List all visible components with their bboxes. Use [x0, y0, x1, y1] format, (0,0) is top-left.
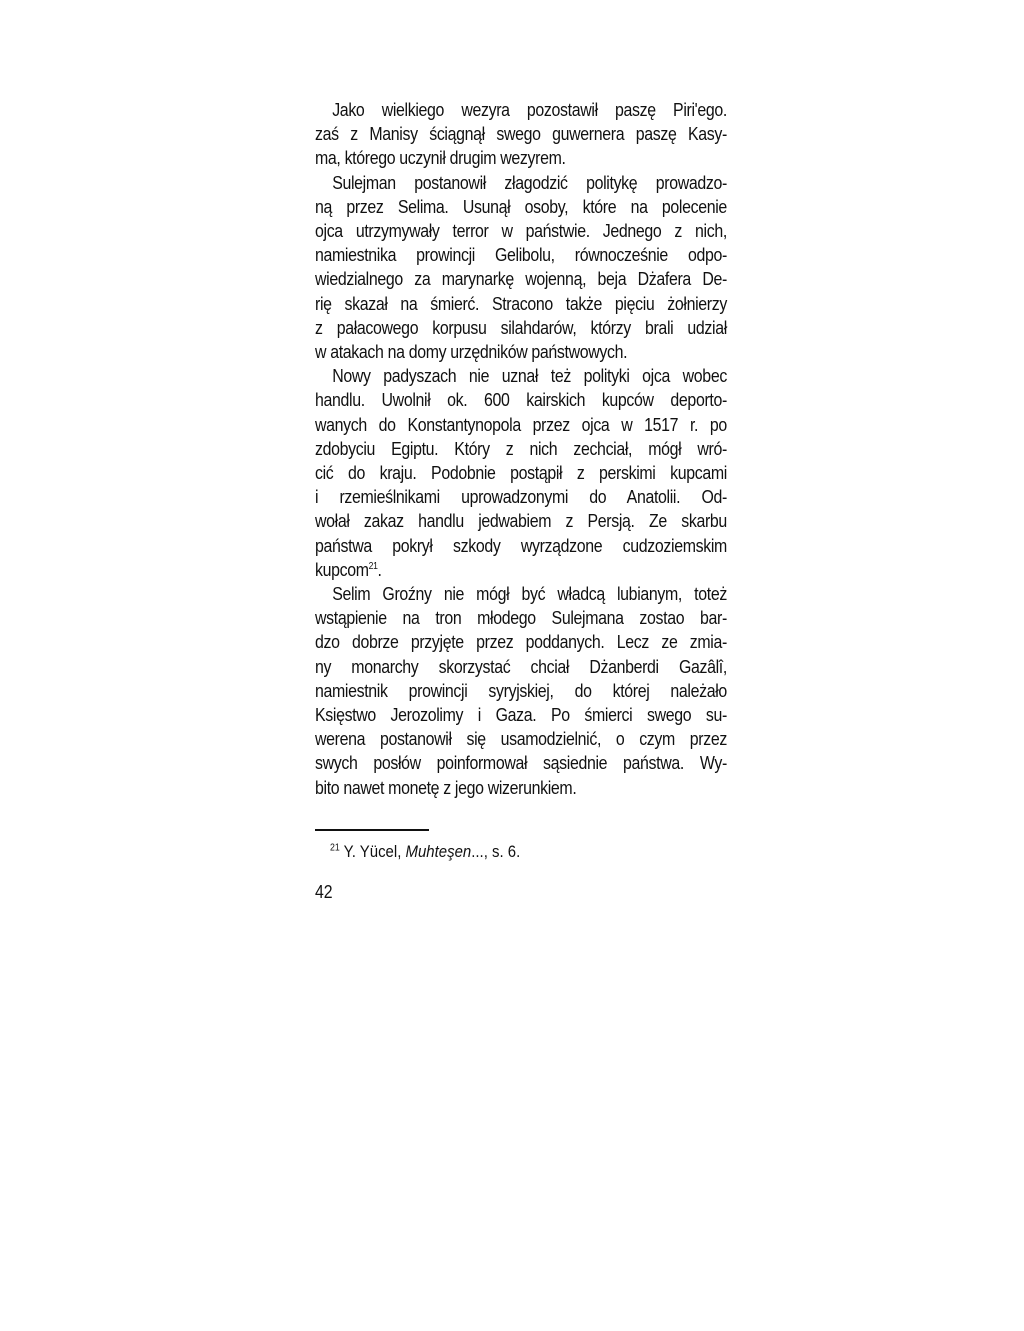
text-line: Sulejman postanowił złagodzić politykę prowadzo- — [332, 171, 727, 193]
footnote-divider — [315, 829, 429, 831]
text-line: cić do kraju. Podobnie postąpił z perskimi kupcami — [315, 462, 727, 484]
text-line: zaś z Manisy ściągnął swego guwernera paszę Kasy- — [315, 123, 727, 145]
footnote-author: Y. Yücel, — [339, 842, 406, 861]
text-line: wołał zakaz handlu jedwabiem z Persją. Ze skarbu — [315, 510, 727, 532]
text-line: ny monarchy skorzystać chciał Dżanberdi Gazâlî, — [315, 655, 727, 677]
text-line: Jako wielkiego wezyra pozostawił paszę Piri'ego. — [332, 99, 727, 120]
footnote-title: Muhteşen — [405, 842, 472, 861]
footnote-reference-tail: . — [377, 558, 382, 580]
text-line: ną przez Selima. Usunął osoby, które na polecenie — [315, 195, 727, 217]
text-line: Księstwo Jerozolimy i Gaza. Po śmierci swego su- — [315, 704, 727, 726]
text-line: wiedzialnego za marynarkę wojenną, beja Dżafera De- — [315, 268, 727, 290]
text-line: namiestnik prowincji syryjskiej, do której należało — [315, 679, 727, 701]
text-line: kupcom — [315, 558, 369, 580]
text-line: bito nawet monetę z jego wizerunkiem. — [315, 776, 577, 798]
text-line: rię skazał na śmierć. Stracono także pięciu żołnierzy — [315, 292, 727, 314]
text-line: państwa pokrył szkody wyrządzone cudzoziemskim — [315, 534, 727, 556]
text-line: i rzemieślnikami uprowadzonymi do Anatolii. Od- — [315, 486, 727, 508]
main-text — [315, 98, 727, 800]
footnote-reference: 21 — [368, 560, 378, 572]
text-line: dzo dobrze przyjęte przez poddanych. Lecz ze zmia- — [315, 631, 727, 653]
text-line: wanych do Konstantynopola przez ojca w 1517 r. po — [315, 413, 727, 435]
text-line: ojca utrzymywały terror w państwie. Jednego z nich, — [315, 220, 727, 242]
text-line: z pałacowego korpusu silahdarów, którzy brali udział — [315, 316, 727, 338]
footnote — [330, 841, 520, 863]
text-line-with-footnote — [315, 558, 727, 582]
text-line: namiestnika prowincji Gelibolu, równocześnie odpo- — [315, 244, 727, 266]
text-line: werena postanowił się usamodzielnić, o czym przez — [315, 728, 727, 750]
text-line: swych posłów poinformował sąsiednie państwa. Wy- — [315, 752, 727, 774]
text-line: handlu. Uwolnił ok. 600 kairskich kupców deporto- — [315, 389, 727, 411]
text-line: wstąpienie na tron młodego Sulejmana zostao bar- — [315, 607, 727, 629]
text-line: ma, którego uczynił drugim wezyrem. — [315, 147, 566, 169]
text-line: zdobyciu Egiptu. Który z nich zechciał, mógł wró- — [315, 437, 727, 459]
footnote-number: 21 — [330, 842, 340, 854]
page-number: 42 — [315, 882, 333, 902]
text-line: Selim Groźny nie mógł być władcą lubianym, toteż — [332, 583, 727, 605]
text-line: w atakach na domy urzędników państwowych. — [315, 341, 628, 363]
footnote-citation: ..., s. 6. — [471, 842, 521, 861]
text-line: Nowy padyszach nie uznał też polityki ojca wobec — [332, 365, 727, 387]
